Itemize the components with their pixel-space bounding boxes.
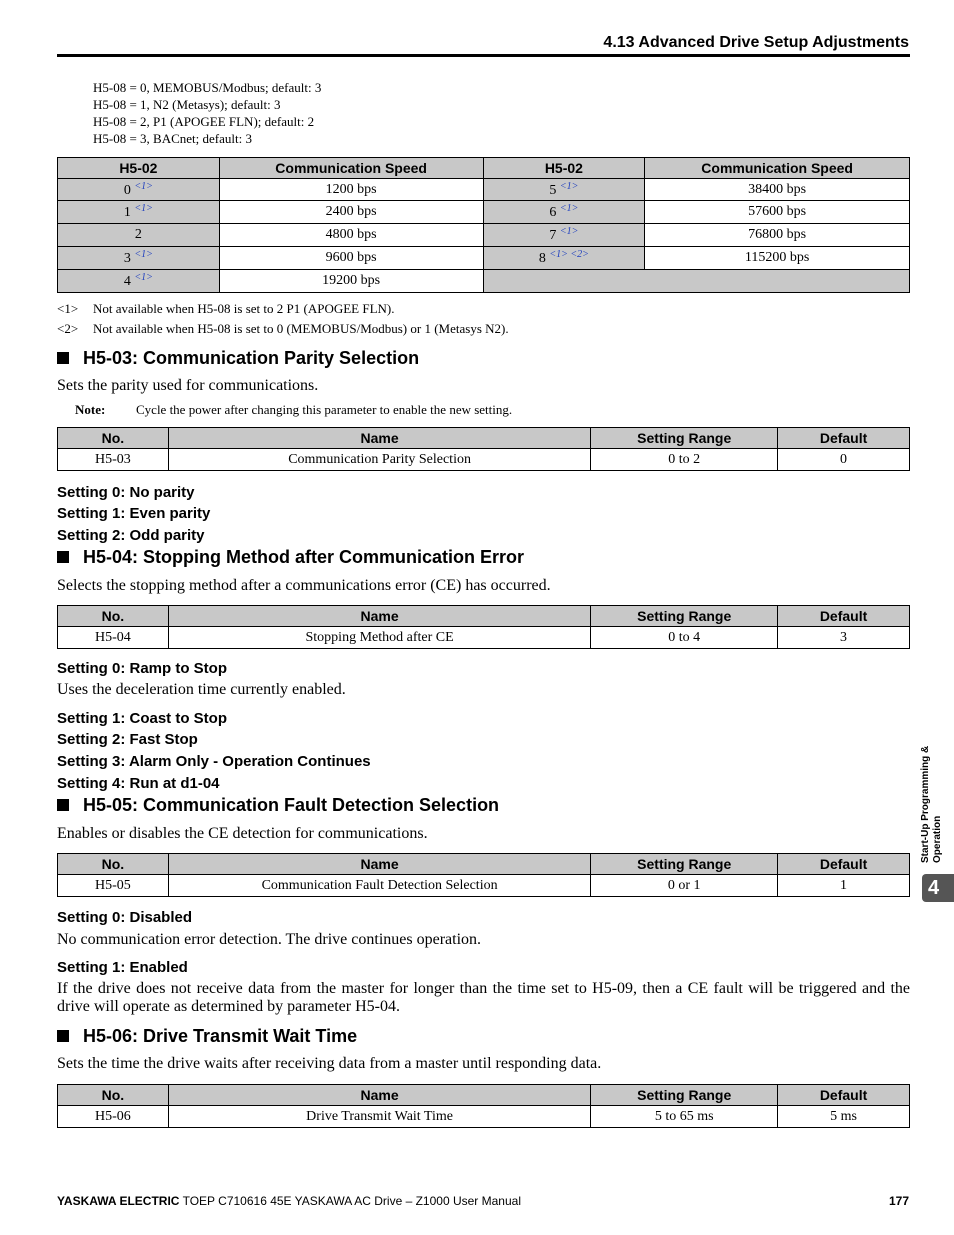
page-footer [57,1194,521,1208]
table-cell: 0 to 4 [591,627,778,649]
empty-cell [483,270,910,293]
chapter-side-label: Start-Up Programming & Operation [920,745,943,863]
column-header: H5-02 [58,158,220,179]
table-cell: H5-05 [58,875,169,897]
param-table-h505 [57,853,910,897]
column-header: Communication Speed [645,158,910,179]
defaults-note: H5-08 = 1, N2 (Metasys); default: 3 [93,97,281,112]
footnote-mark: <1> [57,301,79,316]
table-cell: Communication Parity Selection [168,449,590,471]
setting-heading: Setting 0: No parity [57,484,195,501]
footer-brand: YASKAWA ELECTRIC [57,1194,180,1208]
column-header: Default [778,1085,910,1106]
setting-heading: Setting 0: Ramp to Stop [57,660,227,677]
footnote-ref-link[interactable]: <1> [559,180,579,192]
section-description: Sets the time the drive waits after receiving data from a master until responding data. [57,1055,602,1072]
section-heading: H5-03: Communication Parity Selection [57,348,419,369]
footnote-ref-link[interactable]: <1> [134,272,153,283]
footnote-ref-link[interactable]: <1> [134,203,153,214]
param-table-h506 [57,1084,910,1128]
table-row [58,270,910,293]
table-row [58,875,910,897]
defaults-note: H5-08 = 2, P1 (APOGEE FLN); default: 2 [93,114,315,129]
table-row [58,1106,910,1128]
setting-description: Uses the deceleration time currently enabled. [57,681,346,698]
table-header-row [58,854,910,875]
table-header-row [58,1085,910,1106]
column-header: Setting Range [591,606,778,627]
footnote [57,320,509,337]
table-cell: 0 [778,449,910,471]
table-cell: 5 to 65 ms [591,1106,778,1128]
setting-cell: 1 $^{<1>}$ [58,201,220,224]
footnote-ref-link[interactable]: <1> [559,226,579,237]
column-header: Setting Range [591,1085,778,1106]
footnote-text: Not available when H5-08 is set to 2 P1 (APOGEE FLN). [93,301,395,316]
column-header: No. [58,1085,169,1106]
table-cell: 0 to 2 [591,449,778,471]
table-cell: 5 ms [778,1106,910,1128]
table-row [58,247,910,270]
defaults-note: H5-08 = 0, MEMOBUS/Modbus; default: 3 [93,80,322,95]
setting-heading: Setting 3: Alarm Only - Operation Continues [57,753,371,770]
setting-heading: Setting 1: Even parity [57,505,211,522]
setting-heading: Setting 1: Coast to Stop [57,710,227,727]
setting-cell: 0 $^{<1>}$ [58,179,220,201]
footnote-text: Not available when H5-08 is set to 0 (MEMOBUS/Modbus) or 1 (Metasys N2). [93,321,509,336]
note-text: Cycle the power after changing this parameter to enable the new setting. [136,402,513,417]
column-header: Name [168,1085,590,1106]
footnote-ref-link[interactable]: <1> [559,203,579,214]
table-row [58,224,910,247]
table-cell: H5-03 [58,449,169,471]
footnote-ref-link[interactable]: <1> [134,180,153,192]
square-bullet-icon [57,551,69,563]
setting-heading: Setting 2: Fast Stop [57,731,198,748]
table-header-row [58,606,910,627]
table-row [58,449,910,471]
param-table-h504 [57,605,910,649]
speed-cell: 4800 bps [219,224,483,247]
setting-cell: 5 $^{<1>}$ [483,179,645,201]
speed-cell: 38400 bps [645,179,910,201]
setting-heading: Setting 1: Enabled [57,959,188,976]
setting-description: If the drive does not receive data from the master for longer than the time set to H5-09, then a CE fault will be triggered and the drive will operate as determined by parameter H5-04. [57,980,910,1015]
square-bullet-icon [57,799,69,811]
table-cell: H5-04 [58,627,169,649]
table-cell: H5-06 [58,1106,169,1128]
defaults-note: H5-08 = 3, BACnet; default: 3 [93,131,252,146]
square-bullet-icon [57,1030,69,1042]
table-row [58,627,910,649]
speed-cell: 76800 bps [645,224,910,247]
section-heading: H5-04: Stopping Method after Communication Error [57,547,524,568]
table-cell: 3 [778,627,910,649]
column-header: Default [778,428,910,449]
table-header-row [58,428,910,449]
table-cell: Communication Fault Detection Selection [168,875,590,897]
table-header-row [58,158,910,179]
speed-cell: 2400 bps [219,201,483,224]
setting-cell: 6 $^{<1>}$ [483,201,645,224]
header-rule [57,54,910,57]
setting-cell: 3 $^{<1>}$ [58,247,220,270]
setting-heading: Setting 4: Run at d1-04 [57,775,220,792]
setting-cell: 7 $^{<1>}$ [483,224,645,247]
column-header: Setting Range [591,854,778,875]
chapter-tab[interactable]: 4 [922,874,954,902]
speed-cell: 57600 bps [645,201,910,224]
column-header: Name [168,428,590,449]
speed-table [57,157,910,293]
column-header: No. [58,854,169,875]
speed-cell: 115200 bps [645,247,910,270]
speed-cell: 19200 bps [219,270,483,293]
speed-cell: 1200 bps [219,179,483,201]
section-description: Enables or disables the CE detection for communications. [57,825,428,842]
column-header: No. [58,606,169,627]
setting-cell: 4 $^{<1>}$ [58,270,220,293]
section-heading: H5-06: Drive Transmit Wait Time [57,1026,357,1047]
footnote [57,300,395,317]
column-header: No. [58,428,169,449]
table-cell: 0 or 1 [591,875,778,897]
setting-cell: 8 $^{<1> <2>}$ [483,247,645,270]
column-header: Communication Speed [219,158,483,179]
column-header: Name [168,606,590,627]
footnote-ref-link[interactable]: <1> [134,249,153,260]
defaults-notes [93,79,321,147]
column-header: Name [168,854,590,875]
section-title: 4.13 Advanced Drive Setup Adjustments [603,34,909,51]
table-row [58,179,910,201]
footnote-mark: <2> [57,321,79,336]
note [75,402,512,418]
setting-cell: 2 [58,224,220,247]
setting-heading: Setting 2: Odd parity [57,527,205,544]
table-cell: 1 [778,875,910,897]
footer-doc: TOEP C710616 45E YASKAWA AC Drive – Z1000 User Manual [182,1194,521,1208]
square-bullet-icon [57,352,69,364]
section-heading: H5-05: Communication Fault Detection Selection [57,795,499,816]
footnote-ref-link[interactable]: <1> <2> [549,249,589,260]
page-number: 177 [888,1194,909,1208]
column-header: Default [778,606,910,627]
section-description: Sets the parity used for communications. [57,377,319,394]
table-row [58,201,910,224]
column-header: Default [778,854,910,875]
table-cell: Drive Transmit Wait Time [168,1106,590,1128]
note-label: Note: [75,402,106,417]
column-header: H5-02 [483,158,645,179]
speed-cell: 9600 bps [219,247,483,270]
param-table-h503 [57,427,910,471]
column-header: Setting Range [591,428,778,449]
section-description: Selects the stopping method after a communications error (CE) has occurred. [57,577,551,594]
setting-description: No communication error detection. The drive continues operation. [57,931,482,948]
setting-heading: Setting 0: Disabled [57,909,193,926]
table-cell: Stopping Method after CE [168,627,590,649]
